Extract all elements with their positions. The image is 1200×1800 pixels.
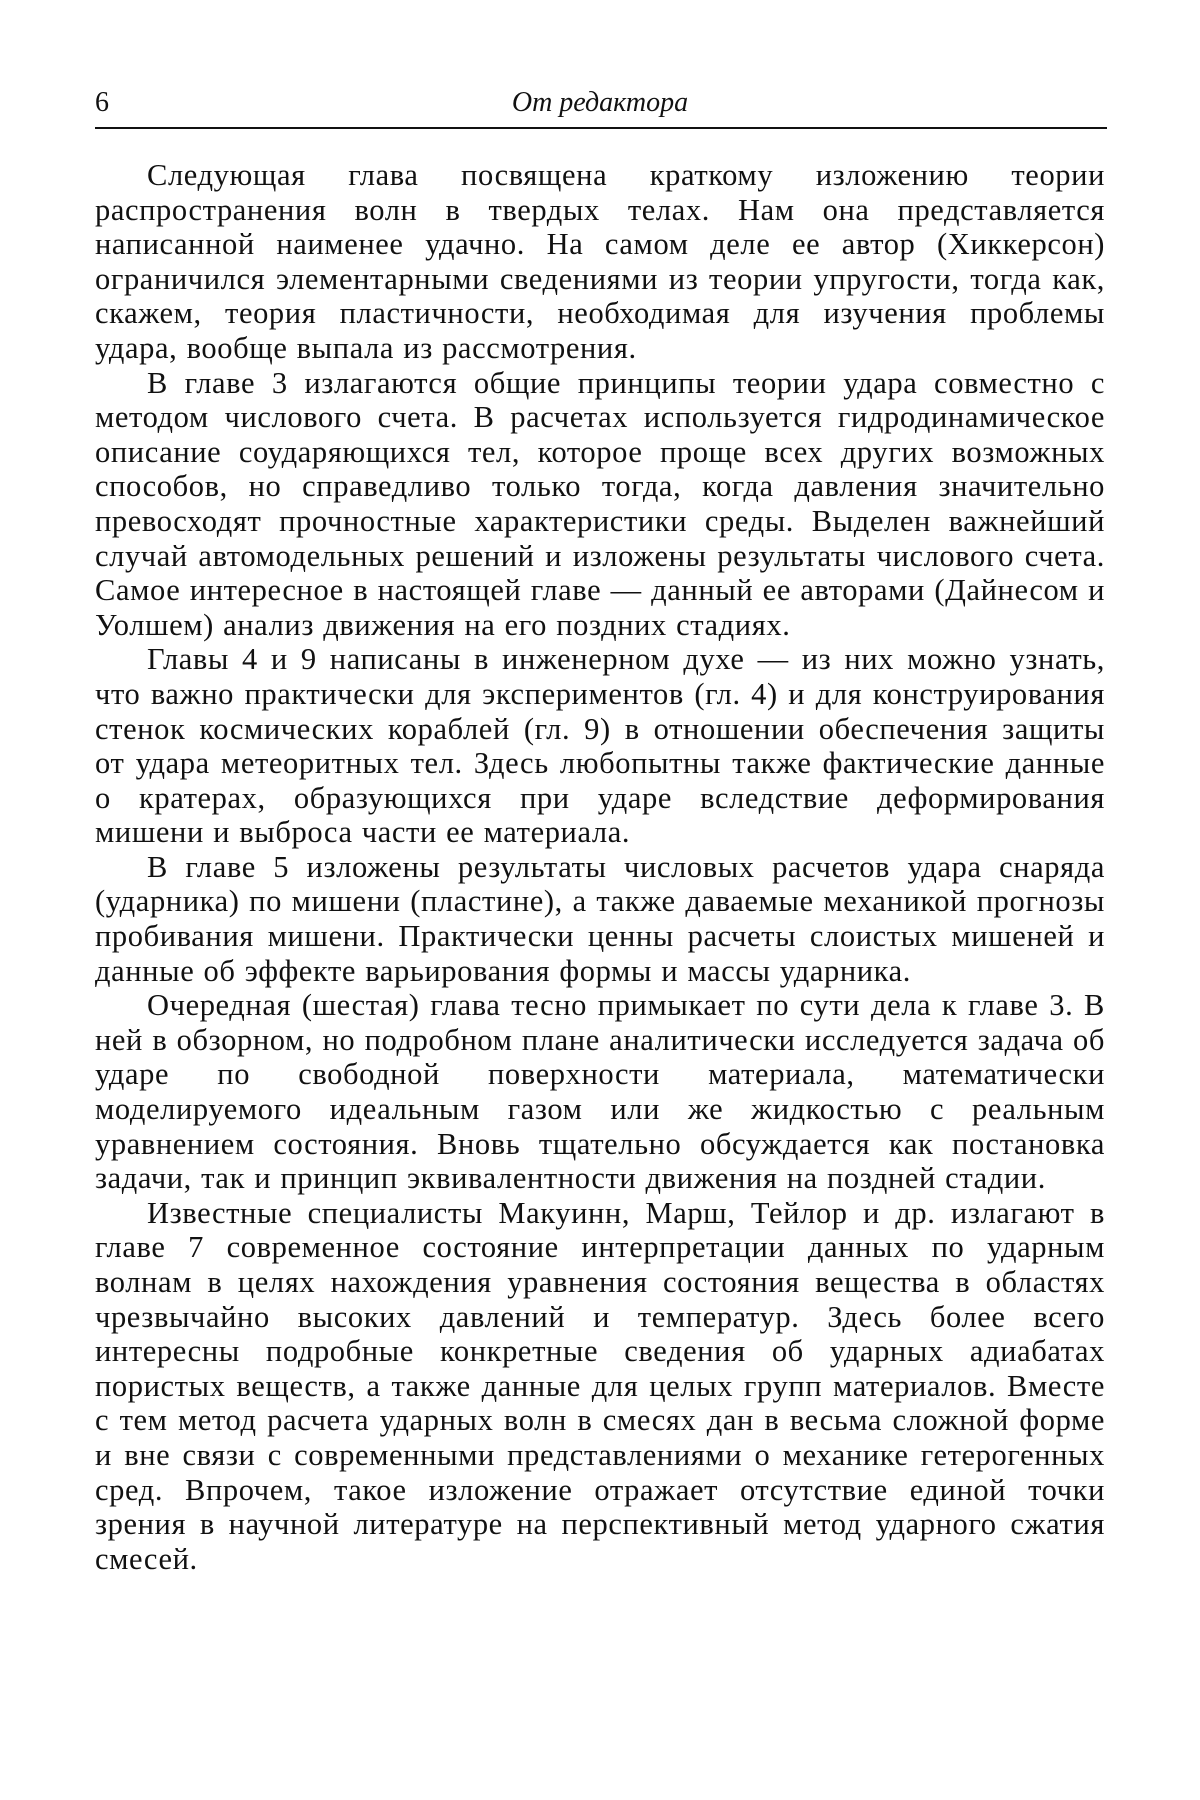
body-text — [95, 158, 1105, 1576]
section-title: От редактора — [511, 87, 689, 118]
paragraph: Следующая глава посвящена краткому изложению теории распространения волн в твердых телах. Нам она представляется написанной наименее удачно. На самом деле ее автор (Хиккерсон) ограничился элементарными сведениями из теории упругости, тогда как, скажем, теория пластичности, необходимая для изучения проблемы удара, вообще выпала из рассмотрения. — [95, 158, 1105, 365]
header-rule — [95, 127, 1107, 129]
paragraph: Очередная (шестая) глава тесно примыкает по сути дела к главе 3. В ней в обзорном, но подробном плане аналитически исследуется задача об ударе по свободной поверхности материала, математически моделируемого идеальным газом или же жидкостью с реальным уравнением состояния. Вновь тщательно обсуждается как постановка задачи, так и принцип эквивалентности движения на поздней стадии. — [95, 988, 1105, 1196]
page-number: 6 — [95, 87, 109, 118]
paragraph: Главы 4 и 9 написаны в инженерном духе — из них можно узнать, что важно практически для экспериментов (гл. 4) и для конструирования стенок космических кораблей (гл. 9) в отношении обеспечения защиты от удара метеоритных тел. Здесь любопытны также фактические данные о кратерах, образующихся при ударе вследствие деформирования мишени и выброса части ее материала. — [95, 642, 1105, 850]
paragraph: Известные специалисты Макуинн, Марш, Тейлор и др. излагают в главе 7 современное состояние интерпретации данных по ударным волнам в целях нахождения уравнения состояния вещества в областях чрезвычайно высоких давлений и температур. Здесь более всего интересны подробные конкретные сведения об ударных адиабатах пористых веществ, а также данные для целых групп материалов. Вместе с тем метод расчета ударных волн в смесях дан в весьма сложной форме и вне связи с современными представлениями о механике гетерогенных сред. Впрочем, такое изложение отражает отсутствие единой точки зрения в научной литературе на перспективный метод ударного сжатия смесей. — [95, 1195, 1105, 1576]
running-head — [95, 86, 1105, 126]
paragraph: В главе 5 изложены результаты числовых расчетов удара снаряда (ударника) по мишени (пластине), а также даваемые механикой прогнозы пробивания мишени. Практически ценны расчеты слоистых мишеней и данные об эффекте варьирования формы и массы ударника. — [95, 849, 1105, 988]
paragraph: В главе 3 излагаются общие принципы теории удара совместно с методом числового счета. В расчетах используется гидродинамическое описание соударяющихся тел, которое проще всех других возможных способов, но справедливо только тогда, когда давления значительно превосходят прочностные характеристики среды. Выделен важнейший случай автомодельных решений и изложены результаты числового счета. Самое интересное в настоящей главе — данный ее авторами (Дайнесом и Уолшем) анализ движения на его поздних стадиях. — [95, 365, 1105, 642]
